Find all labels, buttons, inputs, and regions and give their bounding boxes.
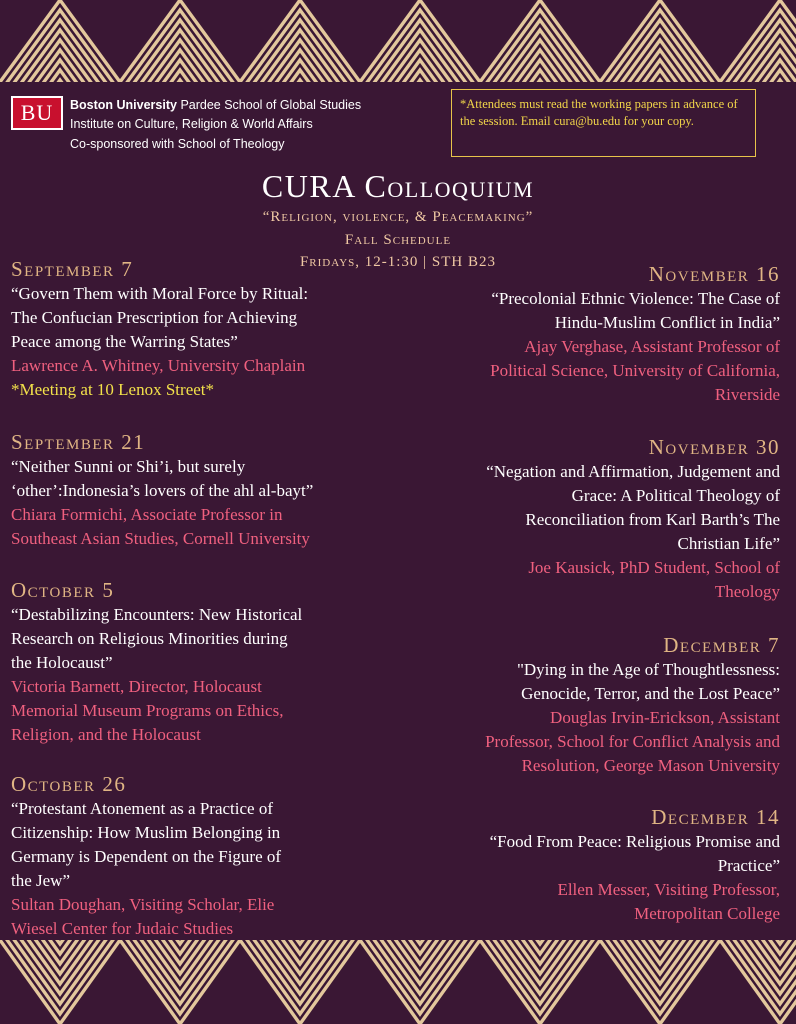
institution-name: Boston University	[70, 98, 177, 112]
event-title-line: Reconciliation from Karl Barth’s The	[525, 510, 780, 529]
event-title-line: “Precolonial Ethnic Violence: The Case of	[491, 289, 780, 308]
event-date-september-7: September 7	[11, 257, 134, 281]
bu-logo: BU	[11, 96, 63, 130]
event-title-line: the Holocaust”	[11, 653, 113, 672]
event-title-line: Practice”	[717, 856, 780, 875]
event-block-september-7	[11, 282, 381, 402]
event-speaker-line: Douglas Irvin-Erickson, Assistant	[550, 708, 780, 727]
event-speaker-line: Southeast Asian Studies, Cornell University	[11, 529, 310, 548]
event-title-line: the Jew”	[11, 871, 71, 890]
event-speaker-line: Sultan Doughan, Visiting Scholar, Elie	[11, 895, 275, 914]
event-title-line: Research on Religious Minorities during	[11, 629, 288, 648]
institute-name: Institute on Culture, Religion & World Affairs	[70, 117, 313, 131]
event-speaker-line: Lawrence A. Whitney, University Chaplain	[11, 356, 306, 375]
event-title-line: The Confucian Prescription for Achieving	[11, 308, 298, 327]
event-speaker-line: Professor, School for Conflict Analysis and	[485, 732, 780, 751]
event-date-october-26: October 26	[11, 772, 127, 796]
school-name: Pardee School of Global Studies	[176, 98, 362, 112]
event-speaker-line: Resolution, George Mason University	[521, 756, 780, 775]
event-title-line: ‘other’:Indonesia’s lovers of the ahl al-bayt”	[11, 481, 314, 500]
event-title-line: “Negation and Affirmation, Judgement and	[486, 462, 780, 481]
event-title-line: Germany is Dependent on the Figure of	[11, 847, 282, 866]
event-title-line: Grace: A Political Theology of	[571, 486, 780, 505]
event-speaker-line: Metropolitan College	[634, 904, 780, 923]
event-title-line: Hindu-Muslim Conflict in India”	[554, 313, 780, 332]
event-speaker-line: Political Science, University of California,	[490, 361, 780, 380]
event-speaker-line: Religion, and the Holocaust	[11, 725, 201, 744]
event-date-november-30: November 30	[648, 435, 780, 459]
event-title-line: Citizenship: How Muslim Belonging in	[11, 823, 281, 842]
event-title-line: “Protestant Atonement as a Practice of	[11, 799, 273, 818]
event-title-line: “Neither Sunni or Shi’i, but surely	[11, 457, 246, 476]
event-title-line: "Dying in the Age of Thoughtlessness:	[516, 660, 780, 679]
event-speaker-line: Victoria Barnett, Director, Holocaust	[11, 677, 262, 696]
event-block-october-26	[11, 797, 381, 941]
event-speaker-line: Joe Kausick, PhD Student, School of	[528, 558, 780, 577]
institution-block	[70, 96, 361, 134]
event-title-line: “Destabilizing Encounters: New Historical	[11, 605, 303, 624]
event-speaker-line: Ellen Messer, Visiting Professor,	[557, 880, 780, 899]
event-speaker-line: Wiesel Center for Judaic Studies	[11, 919, 234, 938]
page-title: CURA Colloquium	[261, 168, 535, 204]
event-block-december-7	[420, 658, 780, 778]
time-location-label: Fridays, 12-1:30 | STH B23	[299, 254, 497, 270]
event-speaker-line: Memorial Museum Programs on Ethics,	[11, 701, 284, 720]
event-title-line: “Govern Them with Moral Force by Ritual:	[11, 284, 309, 303]
top-pattern-band	[0, 0, 796, 82]
cosponsor-line: Co-sponsored with School of Theology	[70, 137, 285, 151]
event-block-december-14	[420, 830, 780, 926]
bottom-pattern-band	[0, 940, 796, 1024]
event-date-november-16: November 16	[648, 262, 780, 286]
event-speaker-line: Theology	[714, 582, 780, 601]
event-date-september-21: September 21	[11, 430, 146, 454]
event-block-september-21	[11, 455, 381, 551]
schedule-label: Fall Schedule	[344, 232, 452, 248]
attendee-notice: *Attendees must read the working papers in advance of the session. Email cura@bu.edu for your copy.	[451, 89, 756, 157]
series-subtitle: “Religion, violence, & Peacemaking”	[262, 209, 534, 225]
event-speaker-line: Riverside	[714, 385, 780, 404]
event-date-december-7: December 7	[663, 633, 780, 657]
event-date-december-14: December 14	[651, 805, 780, 829]
event-title-line: Christian Life”	[677, 534, 780, 553]
event-block-november-16	[420, 287, 780, 407]
event-block-november-30	[420, 460, 780, 604]
event-title-line: “Food From Peace: Religious Promise and	[489, 832, 780, 851]
event-location-note: *Meeting at 10 Lenox Street*	[11, 380, 215, 399]
event-title-line: Genocide, Terror, and the Lost Peace”	[521, 684, 780, 703]
event-block-october-5	[11, 603, 381, 747]
event-speaker-line: Chiara Formichi, Associate Professor in	[11, 505, 283, 524]
event-speaker-line: Ajay Verghase, Assistant Professor of	[524, 337, 780, 356]
event-title-line: Peace among the Warring States”	[11, 332, 238, 351]
event-date-october-5: October 5	[11, 578, 115, 602]
